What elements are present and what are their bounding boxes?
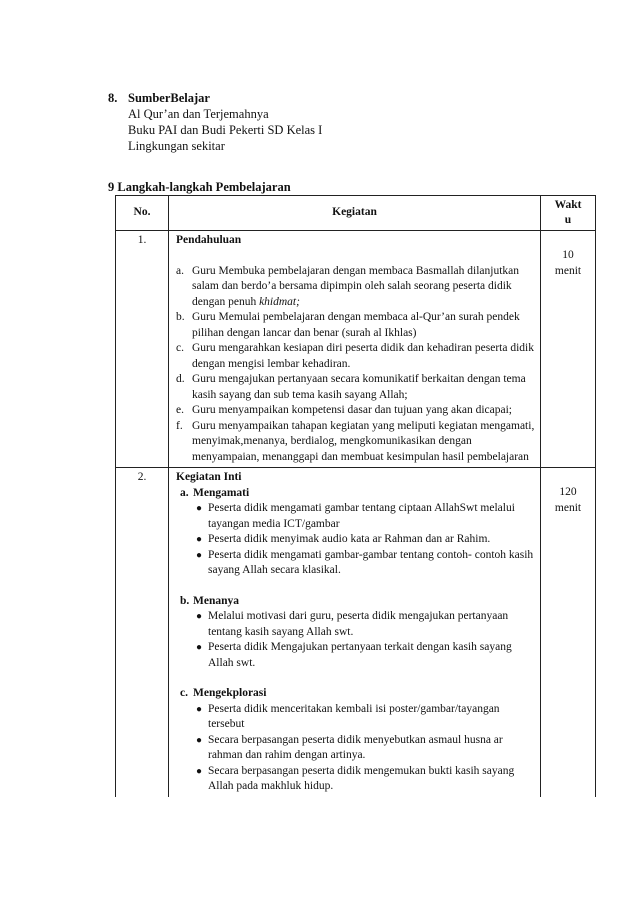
time-unit: menit: [554, 501, 582, 514]
list-item: a. Guru Membuka pembelajaran dengan membaca Basmallah dilanjutkan salam dan berdo’a bersama dipimpin oleh salah seorang peserta didik dengan penuh khidmat;: [176, 264, 519, 308]
list-item: b. Guru Memulai pembelajaran dengan membaca al-Qur’an surah pendek pilihan dengan lancar dan benar (surah al Ikhlas): [176, 311, 520, 339]
time-value: 10: [562, 249, 574, 261]
list-item: ● Secara berpasangan peserta didik mengemukan bukti kasih sayang Allah pada makhluk hidup.: [190, 764, 536, 795]
section-8-title: SumberBelajar: [128, 91, 210, 105]
bullet-icon: ●: [195, 703, 203, 715]
activity-cell: [169, 231, 541, 468]
bullet-list: [176, 609, 536, 671]
subsection-heading: c. Mengekplorasi: [180, 687, 267, 699]
list-item: ● Peserta didik Mengajukan pertanyaan terkait dengan kasih sayang Allah swt.: [190, 640, 536, 671]
row-number: 2.: [116, 468, 169, 797]
section-9-heading: 9 Langkah-langkah Pembelajaran: [108, 180, 291, 194]
list-item: ● Peserta didik menyimak audio kata ar Rahman dan ar Rahim.: [190, 532, 536, 548]
list-item: ● Melalui motivasi dari guru, peserta didik mengajukan pertanyaan tentang kasih sayang Allah swt.: [190, 609, 536, 640]
list-item: f. Guru menyampaikan tahapan kegiatan yang meliputi kegiatan mengamati, menyimak,menanya, berdialog, mengkomunikasikan dengan menyampaian, menanggapi dan membuat kesimpulan hasil pembelajaran: [176, 419, 535, 463]
row-number: 1.: [116, 231, 169, 468]
subsection-heading: b. Menanya: [180, 594, 239, 607]
bullet-list: [176, 501, 536, 579]
list-item: e. Guru menyampaikan kompetensi dasar dan tujuan yang akan dicapai;: [176, 404, 512, 416]
activity-title: Pendahuluan: [176, 234, 242, 246]
list-item: c. Guru mengarahkan kesiapan diri peserta didik dan kehadiran peserta didik dengan mengisi lembar kehadiran.: [176, 342, 535, 370]
bullet-icon: ●: [195, 534, 203, 545]
time-unit: menit: [554, 264, 582, 277]
activity-title: Kegiatan Inti: [176, 471, 242, 483]
bullet-icon: ●: [195, 611, 203, 622]
table-row: [116, 231, 596, 468]
bullet-list: [176, 702, 536, 795]
list-item: ● Secara berpasangan peserta didik menyebutkan asmaul husna ar rahman dan rahim dengan artinya.: [190, 733, 536, 764]
header-waktu: Wakt u: [541, 196, 596, 231]
section-8-heading: [108, 90, 322, 106]
table-row: [116, 468, 596, 797]
time-value: 120: [559, 486, 577, 498]
source-item: Lingkungan sekitar: [128, 139, 225, 153]
learning-steps-table: [115, 195, 596, 797]
list-item: d. Guru mengajukan pertanyaan secara komunikatif berkaitan dengan tema kasih sayang dan sub tema kasih sayang Allah;: [176, 373, 526, 401]
subsection-heading: a. Mengamati: [180, 486, 250, 499]
table-header-row: [116, 196, 596, 231]
list-item: ● Peserta didik mengamati gambar-gambar tentang contoh- contoh kasih sayang Allah secara klasikal.: [190, 548, 536, 579]
header-kegiatan: Kegiatan: [169, 196, 541, 231]
bullet-icon: ●: [195, 549, 203, 561]
time-cell: [541, 231, 596, 468]
source-item: Al Qur’an dan Terjemahnya: [128, 107, 269, 121]
header-no: No.: [116, 196, 169, 231]
section-8-number: 8.: [108, 91, 118, 105]
activity-list: [176, 264, 536, 466]
bullet-icon: ●: [195, 765, 203, 777]
bullet-icon: ●: [195, 734, 203, 746]
list-item: ● Peserta didik menceritakan kembali isi poster/gambar/tayangan tersebut: [190, 702, 536, 733]
source-item: Buku PAI dan Budi Pekerti SD Kelas I: [128, 123, 323, 137]
bullet-icon: ●: [195, 503, 203, 514]
list-item: ● Peserta didik mengamati gambar tentang ciptaan AllahSwt melalui tayangan media ICT/gambar: [190, 501, 536, 532]
time-cell: [541, 468, 596, 797]
section-8-learning-sources: [108, 90, 322, 154]
activity-cell: [169, 468, 541, 797]
bullet-icon: ●: [195, 642, 203, 653]
